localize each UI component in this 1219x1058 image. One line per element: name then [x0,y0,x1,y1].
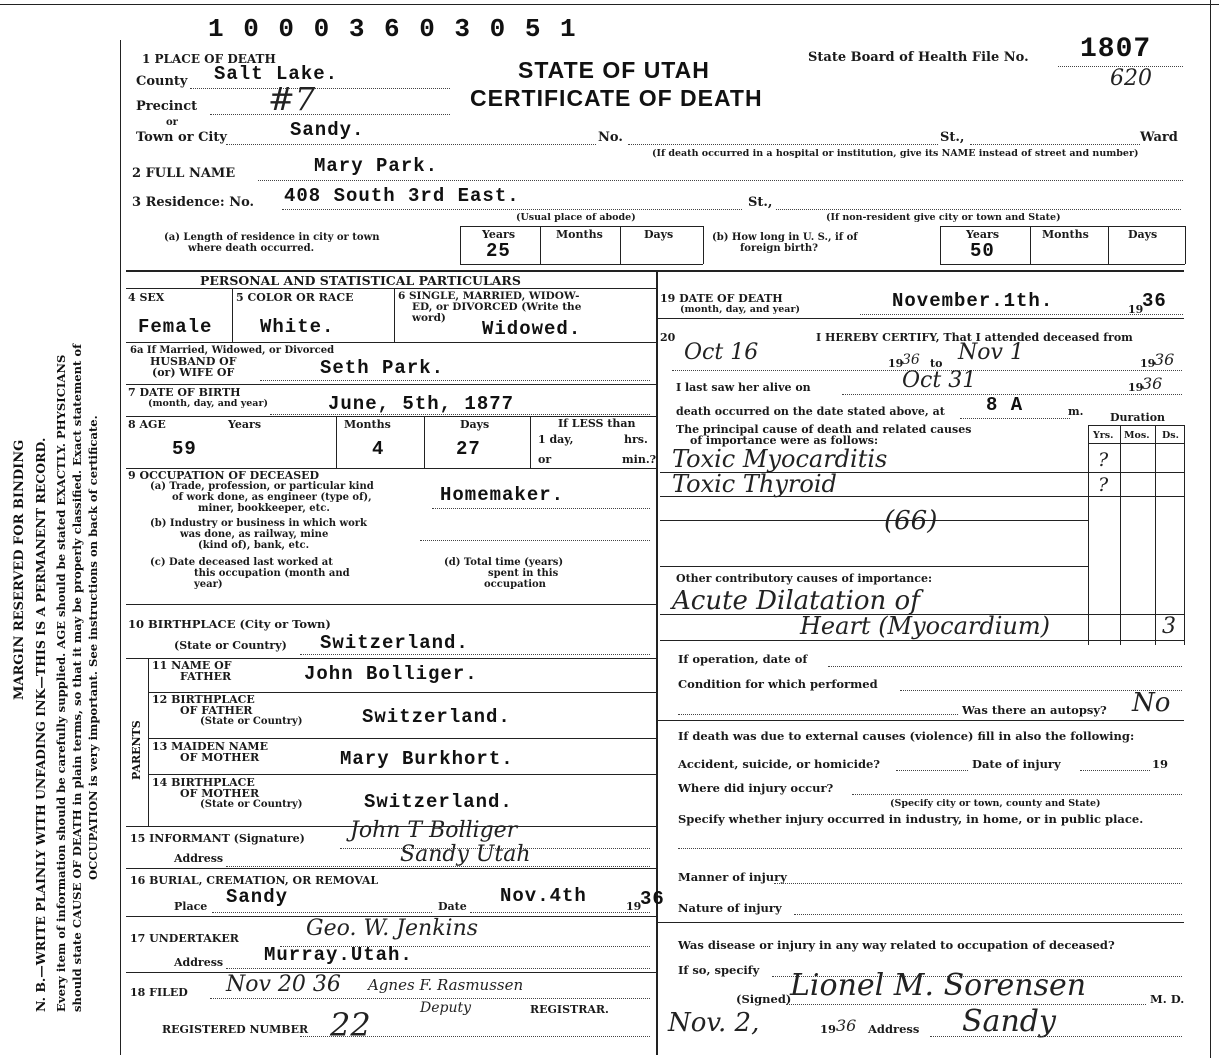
yrs-label: Yrs. [1093,430,1114,441]
burial-place-value: Sandy [226,886,289,908]
us-months-label: Months [1042,228,1089,241]
occ-a-line1: (a) Trade, profession, or particular kind [150,481,374,492]
external-causes-label: If death was due to external causes (violence) fill in also the following: [678,729,1135,743]
sign-address: Sandy [962,1004,1056,1039]
marital-label-line1: 6 SINGLE, MARRIED, WIDOW- [398,290,580,302]
age-years-label: Years [228,418,262,431]
occ-d-line1: (d) Total time (years) [444,557,564,568]
full-name-label: 2 FULL NAME [132,166,236,181]
length-residence-line2: where death occurred. [188,243,315,254]
occ-c-line1: (c) Date deceased last worked at [150,557,333,568]
margin-instruction-line2: Every item of information should be carefully supplied. AGE should be stated EXACTLY. PHYSICIANS [54,354,68,1012]
registered-number-value: 22 [330,1006,371,1044]
spouse-label-line3: (or) WIFE OF [152,366,235,379]
local-number: 620 [1110,66,1152,91]
attend-year-2: 36 [1154,350,1175,369]
attend-to-label: to [930,357,943,370]
occ-c-line3: year) [194,579,223,590]
injury-year-prefix: 19 [1152,757,1169,771]
margin-binding-text: MARGIN RESERVED FOR BINDING [12,439,27,700]
accident-label: Accident, suicide, or homicide? [678,757,881,771]
age-months-value: 4 [372,438,385,460]
dod-year-prefix: 19 [1128,303,1144,316]
death-time-value: 8 A [986,394,1024,416]
margin-instruction-line3: should state CAUSE OF DEATH in plain terms, so that it may be properly classified. Exact statement of [70,343,84,1012]
dod-label-line1: 19 DATE OF DEATH [660,292,783,305]
color-value: White. [260,316,335,338]
dod-year-value: 36 [1142,290,1167,312]
sex-label: 4 SEX [128,291,165,304]
occupational-disease-label: Was disease or injury in any way related to occupation of deceased? [678,938,1115,952]
occ-b-line3: (kind of), bank, etc. [198,540,310,551]
certificate-number: 1 0 0 0 3 6 0 3 0 5 1 [208,14,578,44]
occupation-label: 9 OCCUPATION OF DECEASED [128,469,320,482]
occ-a-line2: of work done, as engineer (type of), [172,492,372,503]
age-days-value: 27 [456,438,481,460]
occ-a-line3: miner, bookkeeper, etc. [198,503,330,514]
manner-injury-label: Manner of injury [678,870,787,884]
birthplace-label: 10 BIRTHPLACE (City or Town) [128,617,331,631]
occ-b-line1: (b) Industry or business in which work [150,518,367,529]
min-label: min.? [622,453,657,466]
principal-cause-label [676,424,971,446]
one-day-label: 1 day, [538,433,574,446]
father-label-line2: FATHER [180,670,232,683]
residence-value: 408 South 3rd East. [284,185,520,207]
father-bp-line2: OF FATHER [180,704,253,717]
father-birthplace-value: Switzerland. [362,706,511,728]
cause-code: (66) [884,506,938,536]
filed-label: 18 FILED [130,986,188,999]
certify-text: I HEREBY CERTIFY, That I attended deceased from [816,331,1133,344]
m-label: m. [1068,405,1084,418]
attend-to: Nov 1 [958,340,1024,365]
sign-year-prefix: 19 [820,1022,837,1036]
occ-c-line2: this occupation (month and [194,568,350,579]
attend-year-prefix-1: 19 [888,357,904,370]
spouse-label-line2: HUSBAND OF [150,355,237,368]
cert-section-number: 20 [660,331,676,344]
town-label: Town or City [136,130,227,145]
burial-place-label: Place [174,900,208,913]
spouse-label [130,345,334,378]
birthplace-value: Switzerland. [320,632,469,654]
hrs-label: hrs. [624,433,648,446]
father-label [152,660,232,682]
birthplace-state-label: (State or Country) [174,639,287,652]
state-title: STATE OF UTAH [518,57,710,83]
contributory-2: Heart (Myocardium) [800,612,1050,640]
mother-label [152,741,268,763]
mother-label-line1: 13 MAIDEN NAME [152,740,268,753]
sign-address-label: Address [868,1022,920,1036]
autopsy-label: Was there an autopsy? [962,703,1107,717]
no-label: No. [598,130,623,145]
attend-year-1: 36 [902,352,920,368]
condition-label: Condition for which performed [678,677,878,691]
nature-injury-label: Nature of injury [678,901,782,915]
parents-label: PARENTS [130,720,143,780]
mother-bp-line3: (State or Country) [200,799,303,810]
place-of-death-label: 1 PLACE OF DEATH [142,52,276,66]
undertaker-address-label: Address [174,956,224,969]
length-residence-line1: (a) Length of residence in city or town [164,232,380,243]
cause-1: Toxic Myocarditis [672,445,888,473]
where-injury-label: Where did injury occur? [678,781,834,795]
contributory-days: 3 [1162,614,1176,639]
father-bp-line1: 12 BIRTHPLACE [152,693,255,706]
last-saw-label: I last saw her alive on [676,381,811,394]
county-label: County [136,74,188,89]
attend-from: Oct 16 [684,340,759,365]
us-residence-line1: (b) How long in U. S., if of [712,232,858,243]
mother-bp-line2: OF MOTHER [180,787,260,800]
occupation-a-label [150,481,374,514]
mother-birthplace-label [152,777,303,810]
contributory-1: Acute Dilatation of [672,586,920,616]
residence-label: 3 Residence: No. [132,195,255,210]
burial-date-label: Date [438,900,467,913]
mos-label: Mos. [1124,430,1150,441]
or-min-label: or [538,453,552,466]
informant-address: Sandy Utah [400,842,531,867]
informant-address-label: Address [174,852,224,865]
certificate-title: CERTIFICATE OF DEATH [470,85,763,111]
father-value: John Bolliger. [304,663,478,685]
occupation-value: Homemaker. [440,484,565,506]
father-birthplace-label [152,694,303,727]
burial-year-prefix: 19 [626,900,642,913]
sex-value: Female [138,316,213,338]
dod-label-line2: (month, day, and year) [680,304,800,315]
occ-d-line3: occupation [484,579,546,590]
last-saw-value: Oct 31 [902,368,977,393]
occ-d-line2: spent in this [488,568,559,579]
mother-label-line2: OF MOTHER [180,751,260,764]
spouse-value: Seth Park. [320,357,445,379]
operation-label: If operation, date of [678,652,808,666]
death-occurred-label: death occurred on the date stated above, at [676,405,945,418]
us-residence-label [712,232,858,254]
signed-label: (Signed) [736,992,792,1006]
marital-label-line3: word) [412,312,446,324]
if-so-label: If so, specify [678,963,760,977]
burial-date-value: Nov.4th [500,885,587,907]
duration-label: Duration [1110,411,1166,424]
principal-line2: of importance were as follows: [690,434,878,447]
less-than-label: If LESS than [558,417,636,430]
last-saw-year-prefix: 19 [1128,381,1144,394]
principal-line1: The principal cause of death and related causes [676,423,972,436]
mother-bp-line1: 14 BIRTHPLACE [152,776,255,789]
age-label: 8 AGE [128,418,166,431]
physician-signature: Lionel M. Sorensen [790,968,1087,1003]
res-days-label: Days [644,228,674,241]
precinct-label: Precinct [136,99,198,114]
sign-year: 36 [836,1016,857,1035]
dod-value: November.1th. [892,290,1054,312]
dod-label [660,293,800,315]
date-injury-label: Date of injury [972,757,1061,771]
cause-1-years: ? [1098,449,1109,471]
mother-value: Mary Burkhort. [340,748,514,770]
informant-signature: John T Bolliger [350,818,518,843]
age-days-label: Days [460,418,490,431]
county-value: Salt Lake. [214,63,339,85]
cause-2: Toxic Thyroid [672,470,837,498]
margin-instruction-line1: N. B.—WRITE PLAINLY WITH UNFADING INK—THIS IS A PERMANENT RECORD. [33,437,48,1012]
cause-2-years: ? [1098,474,1109,496]
deputy-label: Deputy [420,1000,472,1016]
md-label: M. D. [1150,992,1185,1006]
res-months-label: Months [556,228,603,241]
res-years-label: Years [482,228,516,241]
precinct-value: #7 [268,80,316,118]
dob-label-line1: 7 DATE OF BIRTH [128,386,241,399]
age-years-value: 59 [172,438,197,460]
last-saw-year: 36 [1142,374,1163,393]
father-label-line1: 11 NAME OF [152,659,232,672]
dob-label-line2: (month, day, and year) [148,398,268,409]
file-number-label: State Board of Health File No. [808,50,1029,65]
or-label: or [166,117,178,128]
undertaker-signature: Geo. W. Jenkins [306,916,479,941]
margin-instruction-line4: OCCUPATION is very important. See instructions on back of certificate. [86,415,100,880]
burial-label: 16 BURIAL, CREMATION, OR REMOVAL [130,874,379,887]
informant-label: 15 INFORMANT (Signature) [130,832,305,845]
color-label: 5 COLOR OR RACE [236,291,354,304]
sign-date: Nov. 2, [668,1008,760,1038]
personal-header: PERSONAL AND STATISTICAL PARTICULARS [200,273,521,288]
hospital-note: (If death occurred in a hospital or institution, give its NAME instead of street and number) [652,148,1139,159]
occupation-b-label [150,518,367,551]
file-number: 1807 [1080,34,1152,65]
undertaker-label: 17 UNDERTAKER [130,932,239,945]
occupation-d-label [444,557,563,590]
mother-birthplace-value: Switzerland. [364,791,513,813]
marital-value: Widowed. [482,318,582,340]
burial-year-value: 36 [640,888,665,910]
contributory-label: Other contributory causes of importance: [676,572,933,585]
usual-abode-note: (Usual place of abode) [516,212,636,223]
filed-date: Nov 20 36 [226,972,341,997]
undertaker-address-value: Murray.Utah. [264,944,413,966]
registered-number-label: REGISTERED NUMBER [162,1023,309,1036]
length-residence-label [164,232,379,254]
autopsy-value: No [1132,688,1171,718]
us-years-value: 50 [970,240,995,262]
st-label: St., [940,130,965,145]
father-bp-line3: (State or Country) [200,716,303,727]
residence-st-label: St., [748,195,773,210]
specify-industry-label: Specify whether injury occurred in industry, in home, or in public place. [678,812,1144,826]
registrar-label: REGISTRAR. [530,1003,609,1016]
res-years-value: 25 [486,240,511,262]
town-value: Sandy. [290,119,365,141]
ward-label: Ward [1140,130,1178,145]
age-months-label: Months [344,418,391,431]
attend-year-prefix-2: 19 [1140,357,1156,370]
occupation-c-label [150,557,350,590]
us-days-label: Days [1128,228,1158,241]
occ-b-line2: was done, as railway, mine [180,529,329,540]
dob-label [128,387,268,409]
us-years-label: Years [966,228,1000,241]
dob-value: June, 5th, 1877 [328,393,515,415]
specify-place-note: (Specify city or town, county and State) [890,798,1101,809]
registrar-signature: Agnes F. Rasmussen [368,976,524,994]
spouse-label-line1: 6a If Married, Widowed, or Divorced [130,345,335,356]
marital-label-line2: ED, or DIVORCED (Write the [412,301,582,313]
nonresident-note: (If non-resident give city or town and State) [826,212,1061,223]
ds-label: Ds. [1162,430,1179,441]
us-residence-line2: foreign birth? [740,243,818,254]
full-name-value: Mary Park. [314,155,439,177]
